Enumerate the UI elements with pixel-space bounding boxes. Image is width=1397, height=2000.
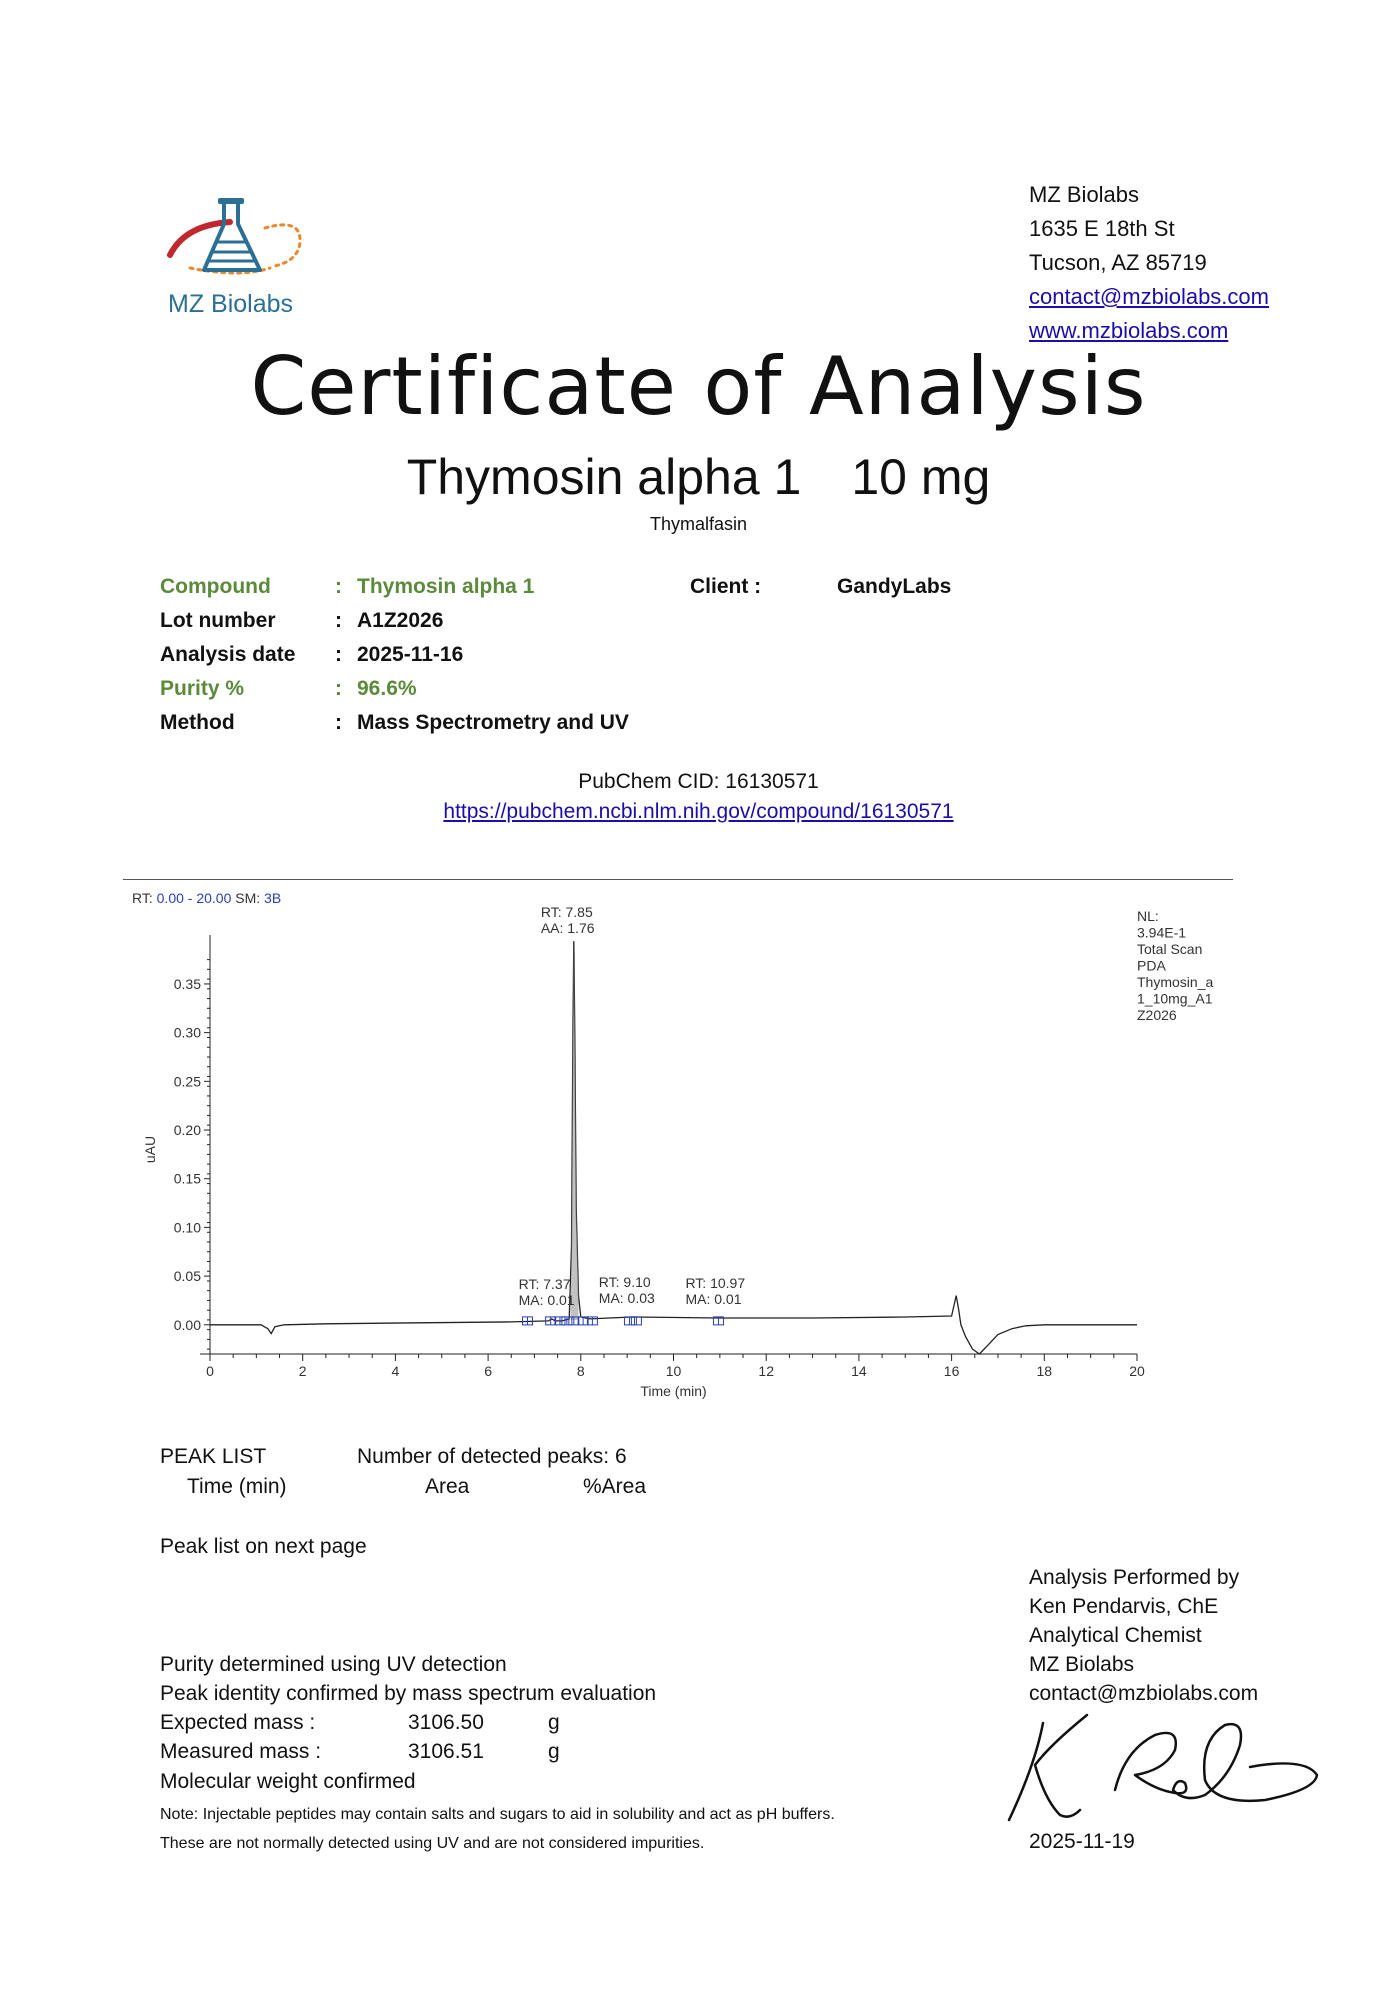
chart-info-line: NL: [1137, 908, 1159, 924]
peak-annotation-value: MA: 0.01 [518, 1291, 575, 1308]
date-label: Analysis date [160, 643, 296, 666]
measured-mass-unit: g [548, 1740, 560, 1763]
y-tick-label: 0.25 [173, 1073, 201, 1090]
peak-annotation-rt: RT: 10.97 [685, 1274, 746, 1291]
analyst-line-3: Analytical Chemist [1029, 1624, 1202, 1647]
peak-list-note: Peak list on next page [160, 1535, 367, 1558]
x-tick-label: 14 [851, 1363, 867, 1379]
lot-separator: : [335, 609, 342, 632]
x-tick-label: 10 [665, 1363, 682, 1379]
peak-annotation-rt: RT: 9.10 [598, 1273, 651, 1290]
peak-list-title: PEAK LIST [160, 1445, 267, 1468]
peak-annotation-rt: RT: 7.85 [540, 904, 593, 921]
divider [123, 879, 1233, 880]
x-tick-label: 2 [298, 1363, 307, 1379]
note-line-1: Note: Injectable peptides may contain salts and sugars to aid in solubility and act as pH buffers. [160, 1806, 835, 1823]
company-address [1029, 178, 1269, 348]
x-tick-label: 6 [484, 1363, 492, 1379]
analyst-line-4: MZ Biolabs [1029, 1653, 1135, 1676]
x-tick-label: 18 [1036, 1363, 1053, 1379]
address-line-city: Tucson, AZ 85719 [1029, 250, 1207, 275]
signature-icon [1005, 1705, 1325, 1830]
y-tick-label: 0.15 [173, 1170, 201, 1187]
y-tick-label: 0.30 [173, 1024, 201, 1041]
identity-line: Peak identity confirmed by mass spectrum evaluation [160, 1682, 657, 1705]
x-tick-label: 8 [576, 1363, 585, 1379]
compound-value: Thymosin alpha 1 [357, 575, 535, 598]
peak-annotation-value: AA: 1.76 [540, 920, 595, 937]
date-value: 2025-11-16 [357, 643, 464, 666]
address-line-street: 1635 E 18th St [1029, 216, 1175, 241]
client-value: GandyLabs [837, 575, 952, 598]
peak-annotation-rt: RT: 7.37 [518, 1275, 571, 1292]
peak-header-time: Time (min) [187, 1475, 287, 1498]
lot-value: A1Z2026 [357, 609, 444, 632]
document-title: Certificate of Analysis [250, 340, 1147, 433]
mw-confirmed-line: Molecular weight confirmed [160, 1770, 416, 1793]
analyst-date: 2025-11-19 [1029, 1830, 1135, 1853]
chart-info-line: Total Scan [1137, 941, 1203, 957]
expected-mass-unit: g [548, 1711, 560, 1734]
lot-label: Lot number [160, 609, 276, 632]
product-synonym: Thymalfasin [649, 514, 748, 534]
chart-header: RT: 0.00 - 20.00 SM: 3B [132, 890, 282, 906]
x-axis-label: Time (min) [640, 1383, 707, 1399]
chart-info-line: Thymosin_a [1137, 974, 1214, 990]
method-value: Mass Spectrometry and UV [357, 711, 629, 734]
purity-separator: : [335, 677, 342, 700]
product-amount: 10 mg [851, 449, 991, 505]
chart-info-line: 3.94E-1 [1137, 924, 1187, 941]
address-line-name: MZ Biolabs [1029, 182, 1140, 207]
email-link[interactable]: contact@mzbiolabs.com [1029, 284, 1269, 309]
date-separator: : [335, 643, 342, 666]
measured-mass-value: 3106.51 [408, 1740, 484, 1763]
method-separator: : [335, 711, 342, 734]
chart-info-line: 1_10mg_A1 [1137, 990, 1213, 1007]
compound-separator: : [335, 575, 342, 598]
x-tick-label: 0 [206, 1363, 214, 1379]
analyst-line-1: Analysis Performed by [1029, 1566, 1240, 1589]
x-tick-label: 4 [391, 1363, 400, 1379]
y-tick-label: 0.35 [173, 975, 201, 992]
compound-label: Compound [160, 575, 271, 598]
expected-mass-label: Expected mass : [160, 1711, 316, 1734]
peak-annotation-value: MA: 0.01 [685, 1290, 742, 1307]
peak-header-area: Area [425, 1475, 470, 1498]
peak-annotation-value: MA: 0.03 [598, 1289, 655, 1306]
method-label: Method [160, 711, 235, 734]
y-tick-label: 0.10 [173, 1219, 201, 1236]
analyst-line-5: contact@mzbiolabs.com [1029, 1682, 1259, 1705]
x-tick-label: 16 [943, 1363, 960, 1379]
note-line-2: These are not normally detected using UV and are not considered impurities. [160, 1835, 705, 1852]
expected-mass-value: 3106.50 [408, 1711, 484, 1734]
y-tick-label: 0.00 [173, 1316, 201, 1333]
measured-mass-label: Measured mass : [160, 1740, 322, 1763]
y-tick-label: 0.05 [173, 1268, 201, 1285]
peak-header-percent-area: %Area [583, 1475, 647, 1498]
y-tick-label: 0.20 [173, 1122, 201, 1139]
product-name: Thymosin alpha 1 [406, 449, 802, 505]
logo-text: MZ Biolabs [168, 290, 294, 318]
client-label: Client : [690, 575, 762, 598]
peak-count: Number of detected peaks: 6 [357, 1445, 627, 1468]
chart-info-line: PDA [1137, 957, 1166, 974]
purity-label: Purity % [160, 677, 245, 700]
x-tick-label: 20 [1129, 1363, 1145, 1379]
pubchem-link[interactable]: https://pubchem.ncbi.nlm.nih.gov/compound/16130571 [443, 800, 954, 823]
purity-value: 96.6% [357, 677, 417, 700]
y-axis-label: uAU [142, 1135, 158, 1164]
purity-method-line: Purity determined using UV detection [160, 1653, 507, 1676]
analyst-line-2: Ken Pendarvis, ChE [1029, 1595, 1219, 1618]
product-heading [0, 448, 1397, 506]
chart-info-line: Z2026 [1137, 1007, 1177, 1023]
chromatogram-chart [120, 882, 1240, 1422]
website-link[interactable]: www.mzbiolabs.com [1029, 318, 1229, 343]
chromatogram-trace [210, 941, 1137, 1354]
x-tick-label: 12 [758, 1363, 774, 1379]
pubchem-cid: PubChem CID: 16130571 [578, 770, 819, 793]
